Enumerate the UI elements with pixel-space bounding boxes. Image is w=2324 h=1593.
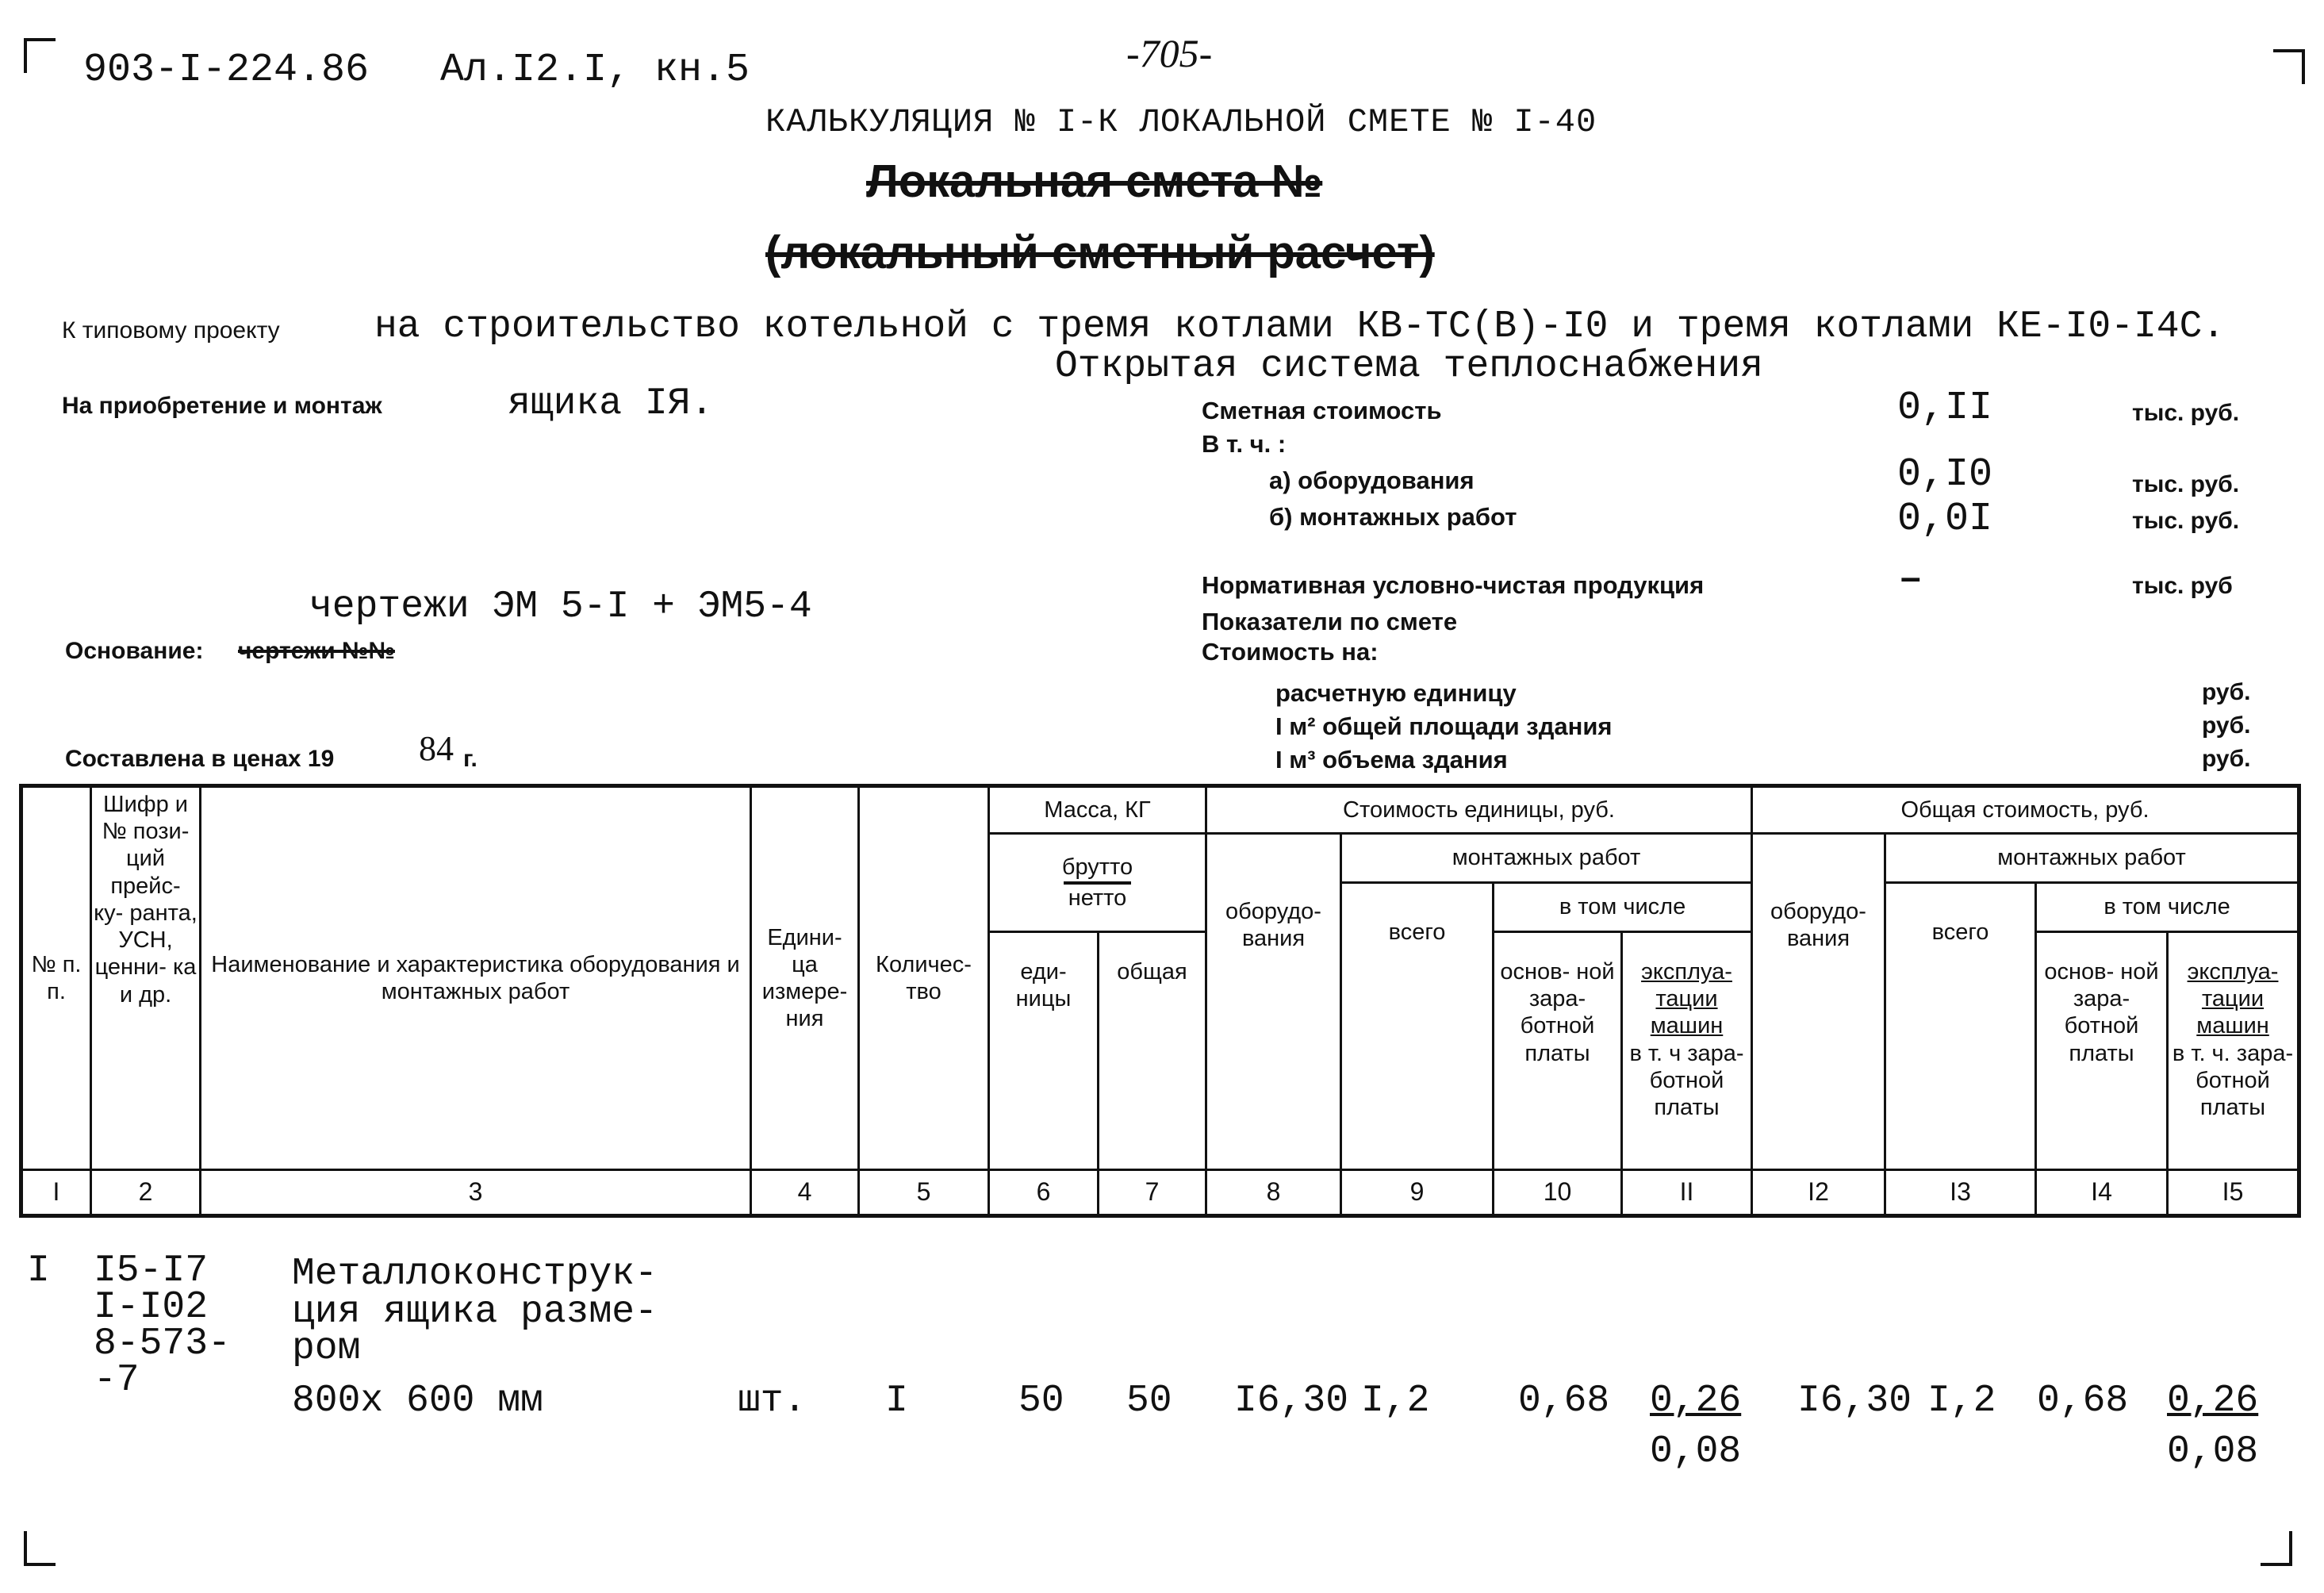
row-total-equipment: I6,30 bbox=[1797, 1380, 1912, 1422]
row-name-line: Металлоконструк- bbox=[292, 1253, 658, 1296]
album-reference: Ал.I2.I, кн.5 bbox=[440, 48, 750, 93]
corner-mark-bottom-left bbox=[24, 1531, 56, 1566]
cost-on-label: Стоимость на: bbox=[1202, 638, 1379, 666]
mounting-cost-value: 0,0I bbox=[1897, 497, 1993, 542]
equipment-cost-unit: тыс. руб. bbox=[2132, 471, 2240, 497]
document-code: 903-I-224.86 bbox=[83, 48, 370, 93]
header-total-machine bbox=[2168, 932, 2299, 1170]
row-mount-all: I,2 bbox=[1361, 1380, 1430, 1422]
header-unit-machine bbox=[1622, 932, 1752, 1170]
indicators-label: Показатели по смете bbox=[1202, 608, 1458, 635]
header-total-incl: в том числе bbox=[2036, 883, 2299, 932]
page-number: -705- bbox=[1126, 31, 1213, 75]
per-volume-rub: руб. bbox=[2202, 746, 2251, 772]
header-unit-machine-wage: в т. ч зара- ботной платы bbox=[1629, 1040, 1744, 1121]
row-mount-wage: 0,68 bbox=[1518, 1380, 1610, 1422]
column-number: I4 bbox=[2036, 1170, 2168, 1216]
header-unit-mounting: монтажных работ bbox=[1341, 834, 1752, 883]
column-number: I3 bbox=[1885, 1170, 2036, 1216]
header-unit-cost: Стоимость единицы, руб. bbox=[1206, 786, 1752, 834]
header-unit-wage: основ- ной зара- ботной платы bbox=[1494, 932, 1622, 1170]
acquisition-label: На приобретение и монтаж bbox=[62, 393, 382, 419]
row-size: 800х 600 мм bbox=[292, 1380, 543, 1422]
header-mass-total: общая bbox=[1099, 932, 1206, 1170]
row-machine-wage: 0,08 bbox=[1650, 1430, 1742, 1473]
column-number: 2 bbox=[91, 1170, 201, 1216]
equipment-cost-value: 0,I0 bbox=[1897, 452, 1993, 497]
header-mass-unit: еди- ницы bbox=[989, 932, 1099, 1170]
header-qty: Количес- тво bbox=[859, 786, 989, 1170]
row-total-machine-wage: 0,08 bbox=[2167, 1430, 2259, 1473]
row-code-line: -7 bbox=[94, 1359, 140, 1402]
row-number: I bbox=[27, 1249, 50, 1292]
crossed-title-local-calculation: (локальный сметный расчет) bbox=[765, 227, 1435, 278]
including-label: В т. ч. : bbox=[1202, 430, 1287, 458]
prices-year-suffix: г. bbox=[463, 746, 477, 772]
crossed-title-local-estimate: Локальная смета № bbox=[866, 155, 1323, 207]
header-num: № п. п. bbox=[21, 786, 91, 1170]
header-unit: Едини- ца измере- ния bbox=[751, 786, 859, 1170]
per-area-label: I м² общей площади здания bbox=[1275, 712, 1613, 740]
header-mass-brutto-netto bbox=[989, 834, 1206, 932]
header-unit-machine-label: эксплуа- тации машин bbox=[1641, 959, 1732, 1039]
row-total-machine: 0,26 bbox=[2167, 1380, 2259, 1422]
header-unit-equipment: оборудо- вания bbox=[1206, 834, 1341, 1170]
header-total-mounting: монтажных работ bbox=[1885, 834, 2299, 883]
column-number: 8 bbox=[1206, 1170, 1341, 1216]
column-number: 9 bbox=[1341, 1170, 1494, 1216]
column-number: II bbox=[1622, 1170, 1752, 1216]
mounting-cost-unit: тыс. руб. bbox=[2132, 508, 2240, 534]
corner-mark-top-left bbox=[24, 38, 56, 73]
header-total-mount-all: всего bbox=[1885, 883, 2036, 1170]
corner-mark-bottom-right bbox=[2261, 1531, 2292, 1566]
header-total-machine-wage: в т. ч. зара- ботной платы bbox=[2172, 1040, 2294, 1121]
basis-label: Основание: bbox=[65, 638, 204, 664]
project-description-line2: Открытая система теплоснабжения bbox=[1055, 345, 1763, 388]
per-unit-label: расчетную единицу bbox=[1275, 679, 1517, 707]
header-total-cost: Общая стоимость, руб. bbox=[1752, 786, 2299, 834]
normative-product-unit: тыс. руб bbox=[2132, 573, 2233, 599]
header-name: Наименование и характеристика оборудования и монтажных работ bbox=[201, 786, 751, 1170]
row-qty: I bbox=[885, 1380, 908, 1422]
column-number: I bbox=[21, 1170, 91, 1216]
header-netto: нетто bbox=[1064, 881, 1132, 912]
row-name-line: ция ящика разме- bbox=[292, 1291, 658, 1334]
project-label: К типовому проекту bbox=[62, 317, 280, 344]
header-mass: Масса, КГ bbox=[989, 786, 1206, 834]
per-volume-label: I м³ объема здания bbox=[1275, 746, 1508, 773]
header-total-machine-label: эксплуа- тации машин bbox=[2187, 959, 2279, 1039]
row-mass-unit: 50 bbox=[1018, 1380, 1064, 1422]
estimated-cost-value: 0,II bbox=[1897, 386, 1993, 431]
header-total-equipment: оборудо- вания bbox=[1752, 834, 1885, 1170]
estimated-cost-unit: тыс. руб. bbox=[2132, 400, 2240, 426]
header-code: Шифр и № пози- ций прейс- ку- ранта, УСН, ценни- ка и др. bbox=[91, 786, 201, 1170]
project-description: на строительство котельной с тремя котлами КВ-ТС(В)-I0 и тремя котлами КЕ-I0-I4С. bbox=[374, 305, 2226, 348]
basis-crossed: чертежи №№ bbox=[238, 638, 395, 664]
column-number: 4 bbox=[751, 1170, 859, 1216]
basis-drawings: чертежи ЭМ 5-I + ЭМ5-4 bbox=[309, 585, 812, 628]
column-number: 6 bbox=[989, 1170, 1099, 1216]
estimated-cost-label: Сметная стоимость bbox=[1202, 397, 1442, 424]
header-brutto: брутто bbox=[1061, 854, 1133, 881]
prices-year: 84 bbox=[419, 729, 454, 768]
normative-product-label: Нормативная условно-чистая продукция bbox=[1202, 571, 1705, 599]
column-number: I2 bbox=[1752, 1170, 1885, 1216]
row-name-line: ром bbox=[292, 1327, 361, 1370]
calculation-title: КАЛЬКУЛЯЦИЯ № I-К ЛОКАЛЬНОЙ СМЕТЕ № I-40 bbox=[765, 103, 1597, 141]
column-number: 7 bbox=[1099, 1170, 1206, 1216]
row-machine: 0,26 bbox=[1650, 1380, 1742, 1422]
column-number-row bbox=[21, 1170, 2299, 1216]
row-total-mount-all: I,2 bbox=[1927, 1380, 1996, 1422]
row-total-mount-wage: 0,68 bbox=[2037, 1380, 2129, 1422]
per-unit-rub: руб. bbox=[2202, 679, 2251, 705]
acquisition-value: ящика IЯ. bbox=[508, 382, 714, 425]
header-unit-incl: в том числе bbox=[1494, 883, 1752, 932]
row-equipment: I6,30 bbox=[1234, 1380, 1349, 1422]
row-code-line: I-I02 bbox=[94, 1286, 209, 1329]
column-number: I5 bbox=[2168, 1170, 2299, 1216]
row-unit: шт. bbox=[738, 1380, 807, 1422]
estimate-table bbox=[19, 784, 2301, 1218]
column-number: 3 bbox=[201, 1170, 751, 1216]
normative-product-value: – bbox=[1900, 556, 1921, 597]
row-mass-total: 50 bbox=[1126, 1380, 1172, 1422]
mounting-cost-label: б) монтажных работ bbox=[1269, 503, 1517, 531]
per-area-rub: руб. bbox=[2202, 712, 2251, 739]
header-total-wage: основ- ной зара- ботной платы bbox=[2036, 932, 2168, 1170]
equipment-cost-label: а) оборудования bbox=[1269, 466, 1475, 494]
column-number: 10 bbox=[1494, 1170, 1622, 1216]
row-code-line: I5-I7 bbox=[94, 1249, 209, 1292]
row-code-line: 8-573- bbox=[94, 1322, 231, 1365]
column-number: 5 bbox=[859, 1170, 989, 1216]
corner-mark-top-right bbox=[2273, 49, 2305, 84]
prices-label: Составлена в ценах 19 bbox=[65, 746, 335, 772]
header-unit-mount-all: всего bbox=[1341, 883, 1494, 1170]
